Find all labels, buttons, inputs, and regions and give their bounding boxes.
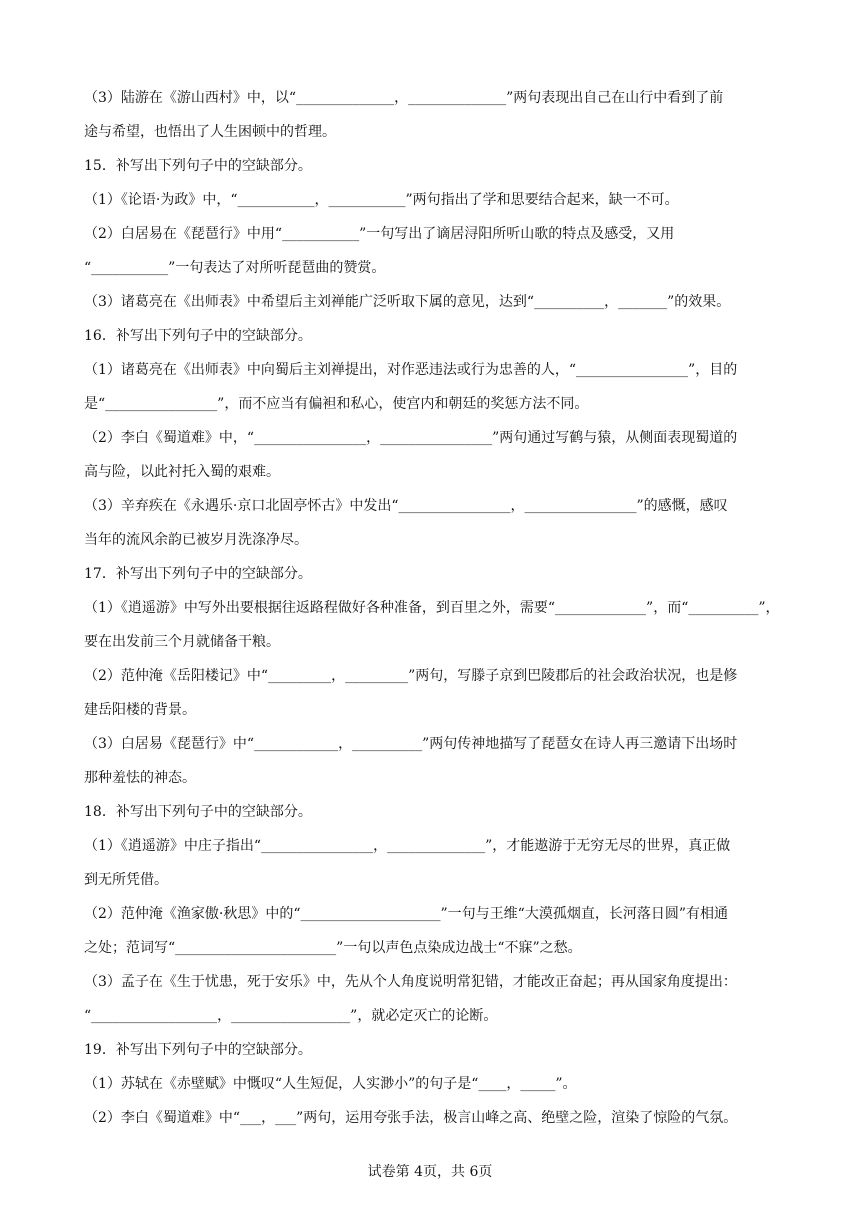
text-line: （1）《逍遥游》中写外出要根据往返路程做好各种准备，到百里之外，需要“_____________”，而“__________”， [84,600,780,616]
text-line: （3）诸葛亮在《出师表》中希望后主刘禅能广泛听取下属的意见，达到“__________，_______”的效果。 [84,294,731,310]
text-line: “___________”一句表达了对所听琵琶曲的赞赏。 [84,260,386,276]
question-heading: 18．补写出下列句子中的空缺部分。 [84,804,312,820]
text-line: （2）范仲淹《岳阳楼记》中“_________，_________”两句，写滕子京到巴陵郡后的社会政治状况，也是修 [84,668,738,684]
question-heading: 17．补写出下列句子中的空缺部分。 [84,566,312,582]
text-line: （3）孟子在《生于忧患，死于安乐》中，先从个人角度说明常犯错，才能改正奋起；再从国家角度提出： [84,974,737,990]
text-line: （1）诸葛亮在《出师表》中向蜀后主刘禅提出，对作恶违法或行为忠善的人，“________________”，目的 [84,362,738,378]
page-footer: 试卷第 4页，共 6页 [367,1164,493,1180]
text-line: 那种羞怯的神态。 [84,770,196,786]
text-line: 高与险，以此衬托入蜀的艰难。 [84,464,280,480]
question-heading: 15．补写出下列句子中的空缺部分。 [84,158,312,174]
text-line: （3）辛弃疾在《永遇乐·京口北固亭怀古》中发出“________________，________________”的感慨，感叹 [84,498,728,514]
text-line: （2）李白《蜀道难》中“___，___”两句，运用夸张手法，极言山峰之高、绝壁之险，渲染了惊险的气氛。 [84,1110,738,1126]
text-line: 到无所凭借。 [84,872,168,888]
text-line: （2）范仲淹《渔家傲·秋思》中的“____________________”一句与王维“大漠孤烟直，长河落日圆”有相通 [84,906,728,922]
text-line: （1）《逍遥游》中庄子指出“________________，______________”，才能遨游于无穷无尽的世界，真正做 [84,838,731,854]
question-heading: 19．补写出下列句子中的空缺部分。 [84,1042,312,1058]
text-line: （3）白居易《琵琶行》中“____________，__________”两句传神地描写了琵琶女在诗人再三邀请下出场时 [84,736,738,752]
text-line: 途与希望，也悟出了人生困顿中的哲理。 [84,124,336,140]
text-line: 建岳阳楼的背景。 [84,702,196,718]
question-heading: 16．补写出下列句子中的空缺部分。 [84,328,312,344]
text-line: “__________________，_________________”，就必定灭亡的论断。 [84,1008,498,1024]
text-line: （1）《论语·为政》中，“___________，___________”两句指出了学和思要结合起来，缺一不可。 [84,192,679,208]
text-line: 是“________________”，而不应当有偏袒和私心，使宫内和朝廷的奖惩方法不同。 [84,396,589,412]
text-line: 要在出发前三个月就储备干粮。 [84,634,280,650]
text-line: （3）陆游在《游山西村》中，以“______________，______________”两句表现出自己在山行中看到了前 [84,90,724,106]
text-line: 之处；范词写“_______________________”一句以声色点染成边战士“不寐”之愁。 [84,940,582,956]
text-line: （1）苏轼在《赤壁赋》中慨叹“人生短促，人实渺小”的句子是“____，_____”。 [84,1076,577,1092]
text-line: （2）白居易在《琵琶行》中用“___________”一句写出了谪居浔阳所听山歌的特点及感受，又用 [84,226,675,242]
text-line: 当年的流风余韵已被岁月洗涤净尽。 [84,532,308,548]
text-line: （2）李白《蜀道难》中，“________________，________________”两句通过写鹤与猿，从侧面表现蜀道的 [84,430,738,446]
